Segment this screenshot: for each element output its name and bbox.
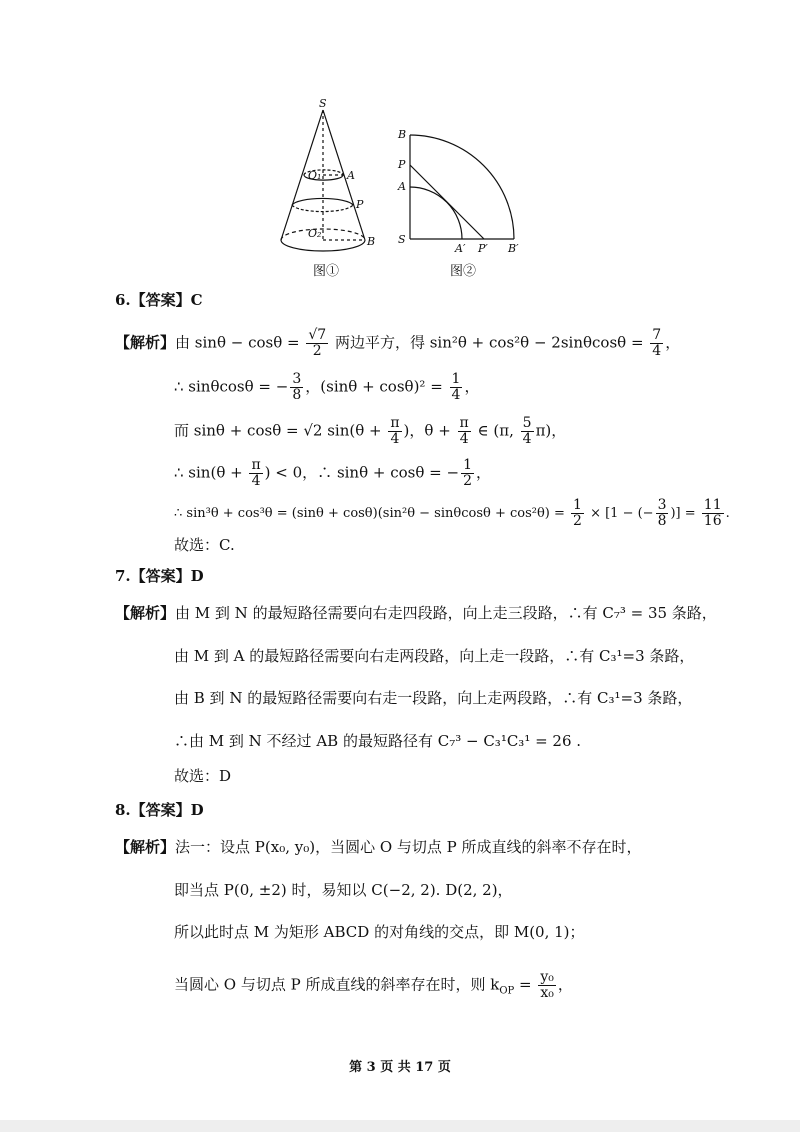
figure-labels — [308, 97, 519, 255]
q8-line3: 所以此时点 M 为矩形 ABCD 的对角线的交点，即 M(0, 1)； — [174, 923, 585, 941]
label-p-prime: P′ — [478, 242, 488, 255]
cone-and-sector-figures — [270, 95, 550, 280]
label-o1: O₁ — [308, 169, 322, 182]
q7-line3: 由 B 到 N 的最短路径需要向右走一段路，向上走两段路，∴有 C₃¹=3 条路， — [174, 689, 693, 707]
label-a2: A — [398, 180, 406, 193]
q6-line2: ∴ sinθcosθ = − $\frac{3}{8}$ ，(sinθ + cosθ)² = $\frac{1}{4}$ ， — [174, 371, 480, 403]
outer-arc — [410, 135, 514, 239]
q7-tag: 【解析】 — [115, 604, 176, 622]
q8-tag: 【解析】 — [115, 838, 176, 856]
q8-answer: 8.【答案】D — [115, 801, 204, 819]
figure-area — [270, 95, 550, 280]
q8-line2: 即当点 P(0, ±2) 时，易知以 C(−2, 2). D(2, 2)， — [174, 881, 513, 899]
q7-line4: ∴由 M 到 N 不经过 AB 的最短路径有 C₇³ − C₃¹C₃¹ = 26 . — [174, 732, 582, 750]
q8-line4: 当圆心 O 与切点 P 所成直线的斜率存在时，则 $k_{OP}$ = $\frac{\text{y₀}}{\text{x₀}}$ ， — [174, 969, 573, 1001]
q6-line1: 【解析】由 sinθ − cosθ = $\frac{√7}{2}$ 两边平方，得 sin²θ + cos²θ − 2sinθcosθ = $\frac{7}{4}$ ， — [115, 327, 681, 359]
q7-answer: 7.【答案】D — [115, 567, 204, 585]
label-o2: O₂ — [308, 227, 322, 240]
label-s1: S — [319, 97, 327, 110]
q8-line1: 【解析】法一：设点 P(x₀, y₀)，当圆心 O 与切点 P 所成直线的斜率不存在时， — [115, 838, 642, 856]
q6-answer: 6.【答案】C — [115, 291, 203, 309]
page-footer: 第 3 页 共 17 页 — [349, 1060, 451, 1075]
q7-line1: 【解析】由 M 到 N 的最短路径需要向右走四段路，向上走三段路，∴有 C₇³ = 35 条路， — [115, 604, 717, 622]
q6-l1-frac1: $\frac{√7}{2}$ — [308, 327, 327, 359]
label-a-prime: A′ — [455, 242, 466, 255]
base-front — [281, 240, 365, 251]
segment-pp — [410, 165, 484, 239]
label-b1: B — [367, 235, 376, 248]
q6-tag: 【解析】 — [115, 333, 176, 352]
q6-line3: 而 sinθ + cosθ = √2 sin(θ + $\frac{\pi}{4}$ )，θ + $\frac{\pi}{4}$ ∈ (π, $\frac{5}{4}$ π)， — [174, 415, 567, 447]
page-bottom-edge — [0, 1120, 800, 1132]
q6-l1-text-a: 由 sinθ − cosθ = — [175, 333, 305, 352]
figure2-caption: 图② — [450, 264, 477, 279]
q6-line5: ∴ sin³θ + cos³θ = (sinθ + cosθ)(sin²θ − sinθcosθ + cos²θ) = $\frac{1}{2}$ × [1 − (− $\frac{3}{8}$ )] = $\frac{11}{16}$ . — [174, 497, 730, 529]
inner-arc — [410, 187, 462, 239]
label-b-prime: B′ — [508, 242, 519, 255]
q6-choose: 故选：C. — [174, 536, 235, 554]
q6-l2-frac2: $\frac{1}{4}$ — [451, 371, 461, 403]
label-p2: P — [398, 158, 406, 171]
q8-kop-frac: $\frac{\text{y₀}}{\text{x₀}}$ — [540, 969, 554, 1001]
q6-l1-text-b: 两边平方，得 sin²θ + cos²θ − 2sinθcosθ = — [330, 333, 649, 352]
q6-line4: ∴ sin(θ + $\frac{\pi}{4}$ ) < 0，∴ sinθ + cosθ = − $\frac{1}{2}$ ， — [174, 457, 492, 489]
label-b2: B — [398, 128, 407, 141]
label-a1: A — [347, 169, 355, 182]
label-p1: P — [356, 198, 364, 211]
q6-l1-frac2: $\frac{7}{4}$ — [652, 327, 662, 359]
sector-figure — [410, 135, 514, 239]
q7-choose: 故选：D — [174, 767, 232, 785]
q7-line2: 由 M 到 A 的最短路径需要向右走两段路，向上走一段路，∴有 C₃¹=3 条路， — [174, 647, 695, 665]
label-s2: S — [398, 233, 406, 246]
figure1-caption: 图① — [313, 264, 340, 279]
q6-l2-frac1: $\frac{3}{8}$ — [292, 371, 302, 403]
